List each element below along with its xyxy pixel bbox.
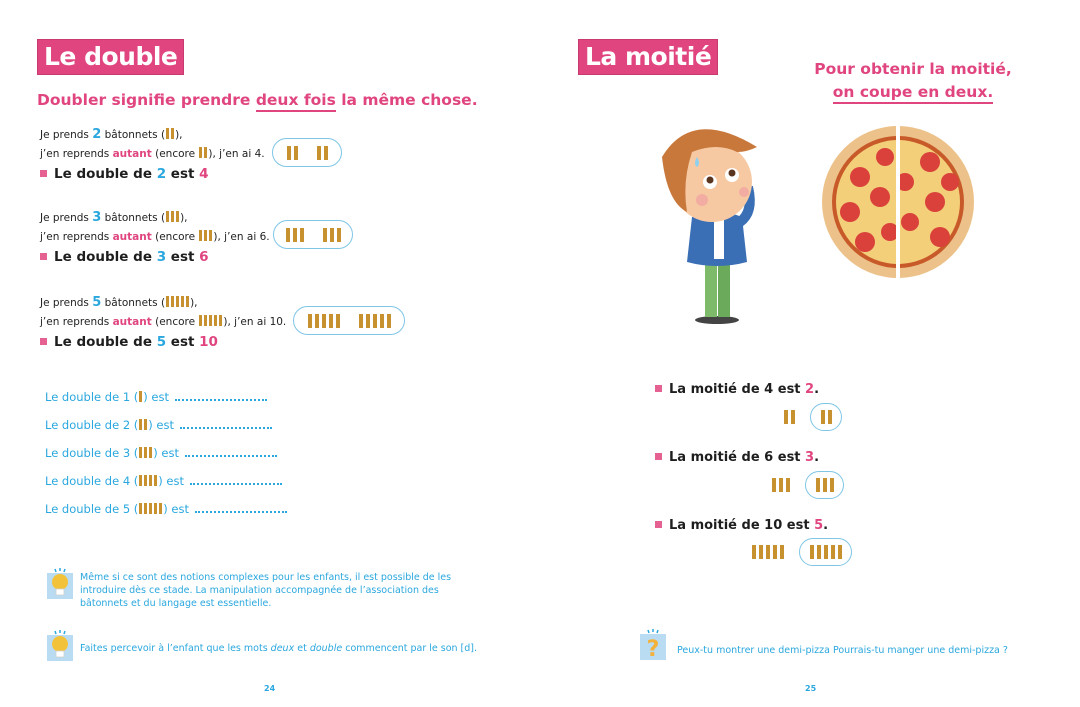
stick-icon <box>323 228 327 242</box>
stick-icon <box>838 545 842 559</box>
stick-icon <box>166 211 169 222</box>
stick-group <box>285 146 299 160</box>
text: ) est <box>153 446 179 460</box>
stick-group <box>782 410 796 424</box>
stick-icon <box>752 545 756 559</box>
right-page <box>540 0 1080 707</box>
stick-icon <box>286 228 290 242</box>
stick-icon <box>204 147 207 158</box>
example-line-1 <box>40 208 270 228</box>
stick-icon <box>154 503 157 514</box>
text: Je prends <box>40 129 93 141</box>
answer-blank[interactable] <box>185 449 277 457</box>
exercise-double-1 <box>45 390 267 404</box>
stick-icon <box>294 146 298 160</box>
text: (encore <box>151 148 199 160</box>
stick-icon <box>293 228 297 242</box>
stick-icon <box>337 228 341 242</box>
stick-icon <box>373 314 377 328</box>
example-line-2 <box>40 228 270 247</box>
stick-icon <box>366 314 370 328</box>
text: Faites percevoir à l’enfant que les mots <box>80 643 271 654</box>
example-double-5 <box>40 293 286 350</box>
exercise-double-3 <box>45 446 277 460</box>
page-number: 24 <box>264 684 276 693</box>
stick-icon <box>759 545 763 559</box>
text: est <box>166 334 200 350</box>
stick-icon <box>317 146 321 160</box>
example-line-1 <box>40 293 286 313</box>
bullet-icon <box>655 521 662 528</box>
text: La moitié de 10 est <box>669 518 815 533</box>
bullet-icon <box>655 385 662 392</box>
example-result <box>40 334 286 350</box>
stick-icon <box>773 545 777 559</box>
stick-icon <box>144 475 147 486</box>
stick-icon <box>154 475 157 486</box>
stick-icon <box>823 478 827 492</box>
stick-icon <box>287 146 291 160</box>
result-value: 10 <box>199 334 218 350</box>
text: ), <box>190 297 198 309</box>
result-value: 2 <box>805 382 815 397</box>
answer-blank[interactable] <box>190 477 282 485</box>
stick-icon <box>772 478 776 492</box>
subtitle <box>798 58 1028 104</box>
stick-icon <box>171 128 174 139</box>
pizza-cut-in-half-illustration <box>820 122 975 282</box>
text: Le double de 4 ( <box>45 474 139 488</box>
text: bâtonnets ( <box>101 212 166 224</box>
keyword: autant <box>112 148 152 160</box>
subtitle-text-end: la même chose. <box>335 91 478 109</box>
stick-icon <box>779 478 783 492</box>
stick-group <box>315 146 329 160</box>
stick-icon <box>199 315 202 326</box>
note-line: bâtonnets et du langage est essentielle. <box>80 598 272 609</box>
stick-icon <box>139 391 142 402</box>
number: 5 <box>156 334 167 350</box>
stick-group-oval <box>293 306 405 335</box>
parent-question: Peux-tu montrer une demi-pizza Pourrais-tu manger une demi-pizza ? <box>677 645 1008 656</box>
stick-icon <box>300 228 304 242</box>
stick-icon <box>149 447 152 458</box>
text: ) est <box>143 390 169 404</box>
stick-icon <box>139 447 142 458</box>
subtitle <box>37 91 478 109</box>
stick-icon <box>171 211 174 222</box>
example-line-1 <box>40 125 265 145</box>
stick-icon <box>821 410 825 424</box>
stick-icon <box>144 503 147 514</box>
stick-icon <box>791 410 795 424</box>
number: 3 <box>156 249 167 265</box>
italic-word: deux <box>270 643 295 654</box>
subtitle-emphasis: deux fois <box>256 91 336 112</box>
stick-icon <box>786 478 790 492</box>
note-line: Même si ce sont des notions complexes pour les enfants, il est possible de les <box>80 572 452 583</box>
bullet-icon <box>40 338 47 345</box>
example-line-2 <box>40 145 265 164</box>
text: ), <box>175 129 183 141</box>
stick-icon <box>186 296 189 307</box>
stick-group-oval <box>272 138 342 167</box>
text: Le double de 2 ( <box>45 418 139 432</box>
text: Le double de <box>54 249 157 265</box>
stick-icon <box>330 228 334 242</box>
subtitle-text: Doubler signifie prendre <box>37 91 256 109</box>
bullet-icon <box>655 453 662 460</box>
text: bâtonnets ( <box>101 297 166 309</box>
stick-group-oval <box>810 403 842 431</box>
lightbulb-icon <box>45 629 75 663</box>
page-number: 25 <box>805 684 817 693</box>
text: . <box>814 382 820 397</box>
stick-icon <box>181 296 184 307</box>
text: j’en reprends <box>40 148 113 160</box>
stick-group <box>284 228 305 242</box>
stick-icon <box>199 147 202 158</box>
stick-icon <box>766 545 770 559</box>
stick-icon <box>204 315 207 326</box>
teacher-note-1 <box>80 571 451 610</box>
stick-icon <box>824 545 828 559</box>
stick-icon <box>359 314 363 328</box>
stick-icon <box>176 296 179 307</box>
stick-icon <box>204 230 207 241</box>
result-value: 6 <box>199 249 209 265</box>
stick-icon <box>387 314 391 328</box>
text: ), <box>180 212 188 224</box>
text: ), j’en ai 10. <box>223 316 287 328</box>
text: . <box>823 518 829 533</box>
text: Le double de <box>54 166 157 182</box>
page-title: La moitié <box>578 39 718 75</box>
answer-blank[interactable] <box>175 393 267 401</box>
text: La moitié de 4 est <box>669 382 806 397</box>
text: ) est <box>158 474 184 488</box>
stick-icon <box>324 146 328 160</box>
stick-icon <box>149 475 152 486</box>
text: (encore <box>151 231 199 243</box>
thinking-child-illustration <box>622 112 762 327</box>
text: Le double de 5 ( <box>45 502 139 516</box>
question-mark-icon <box>638 628 668 662</box>
half-visual-6 <box>770 471 844 499</box>
example-result <box>40 166 265 182</box>
stick-icon <box>144 419 147 430</box>
text: Le double de 1 ( <box>45 390 139 404</box>
stick-icon <box>308 314 312 328</box>
stick-icon <box>139 475 142 486</box>
text: Le double de 3 ( <box>45 446 139 460</box>
stick-group <box>306 314 341 328</box>
keyword: autant <box>112 231 152 243</box>
text: La moitié de 6 est <box>669 450 806 465</box>
stick-icon <box>810 545 814 559</box>
example-line-2 <box>40 313 286 332</box>
text: Je prends <box>40 212 93 224</box>
stick-icon <box>209 230 212 241</box>
number: 2 <box>156 166 167 182</box>
half-statement-4 <box>655 382 819 397</box>
stick-icon <box>780 545 784 559</box>
page-title: Le double <box>37 39 184 75</box>
stick-icon <box>336 314 340 328</box>
half-visual-10 <box>750 538 852 566</box>
text: (encore <box>151 316 199 328</box>
stick-icon <box>166 128 169 139</box>
text: est <box>166 249 200 265</box>
half-visual-4 <box>782 403 842 431</box>
stick-icon <box>199 230 202 241</box>
stick-group-oval <box>273 220 353 249</box>
result-value: 3 <box>805 450 815 465</box>
result-value: 5 <box>814 518 824 533</box>
stick-icon <box>139 419 142 430</box>
text: ) est <box>148 418 174 432</box>
text: ) est <box>163 502 189 516</box>
answer-blank[interactable] <box>195 505 287 513</box>
text: . <box>814 450 820 465</box>
stick-icon <box>380 314 384 328</box>
stick-group <box>321 228 342 242</box>
example-double-3 <box>40 208 270 265</box>
stick-icon <box>817 545 821 559</box>
svg-text:?: ? <box>646 637 660 662</box>
stick-icon <box>816 478 820 492</box>
result-value: 4 <box>199 166 209 182</box>
stick-icon <box>176 211 179 222</box>
bullet-icon <box>40 170 47 177</box>
stick-icon <box>159 503 162 514</box>
stick-icon <box>830 478 834 492</box>
text: est <box>166 166 200 182</box>
text: Je prends <box>40 297 93 309</box>
exercise-double-2 <box>45 418 272 432</box>
count: 2 <box>92 127 102 142</box>
stick-icon <box>315 314 319 328</box>
stick-group-oval <box>799 538 852 566</box>
text: et <box>294 643 310 654</box>
stick-icon <box>219 315 222 326</box>
stick-icon <box>831 545 835 559</box>
subtitle-line-2: on coupe en deux. <box>833 83 993 104</box>
answer-blank[interactable] <box>180 421 272 429</box>
text: j’en reprends <box>40 231 113 243</box>
stick-icon <box>329 314 333 328</box>
exercise-double-4 <box>45 474 282 488</box>
text: bâtonnets ( <box>101 129 166 141</box>
stick-icon <box>322 314 326 328</box>
stick-group-oval <box>805 471 844 499</box>
stick-group <box>750 545 785 559</box>
stick-icon <box>214 315 217 326</box>
italic-word: double <box>309 643 343 654</box>
count: 3 <box>92 210 102 225</box>
half-statement-10 <box>655 518 828 533</box>
text: Le double de <box>54 334 157 350</box>
stick-icon <box>139 503 142 514</box>
stick-icon <box>209 315 212 326</box>
text: ), j’en ai 4. <box>208 148 265 160</box>
note-line: introduire dès ce stade. La manipulation accompagnée de l’association des <box>80 585 439 596</box>
example-result <box>40 249 270 265</box>
stick-icon <box>171 296 174 307</box>
stick-icon <box>784 410 788 424</box>
subtitle-line-1: Pour obtenir la moitié, <box>814 60 1012 78</box>
teacher-note-2 <box>80 642 477 655</box>
keyword: autant <box>112 316 152 328</box>
stick-icon <box>149 503 152 514</box>
count: 5 <box>92 295 102 310</box>
stick-group <box>770 478 791 492</box>
text: commencent par le son [d]. <box>342 643 478 654</box>
example-double-2 <box>40 125 265 182</box>
half-statement-6 <box>655 450 819 465</box>
text: j’en reprends <box>40 316 113 328</box>
lightbulb-icon <box>45 567 75 601</box>
text: ), j’en ai 6. <box>213 231 270 243</box>
stick-icon <box>828 410 832 424</box>
exercise-double-5 <box>45 502 287 516</box>
stick-icon <box>144 447 147 458</box>
stick-icon <box>166 296 169 307</box>
stick-group <box>357 314 392 328</box>
bullet-icon <box>40 253 47 260</box>
